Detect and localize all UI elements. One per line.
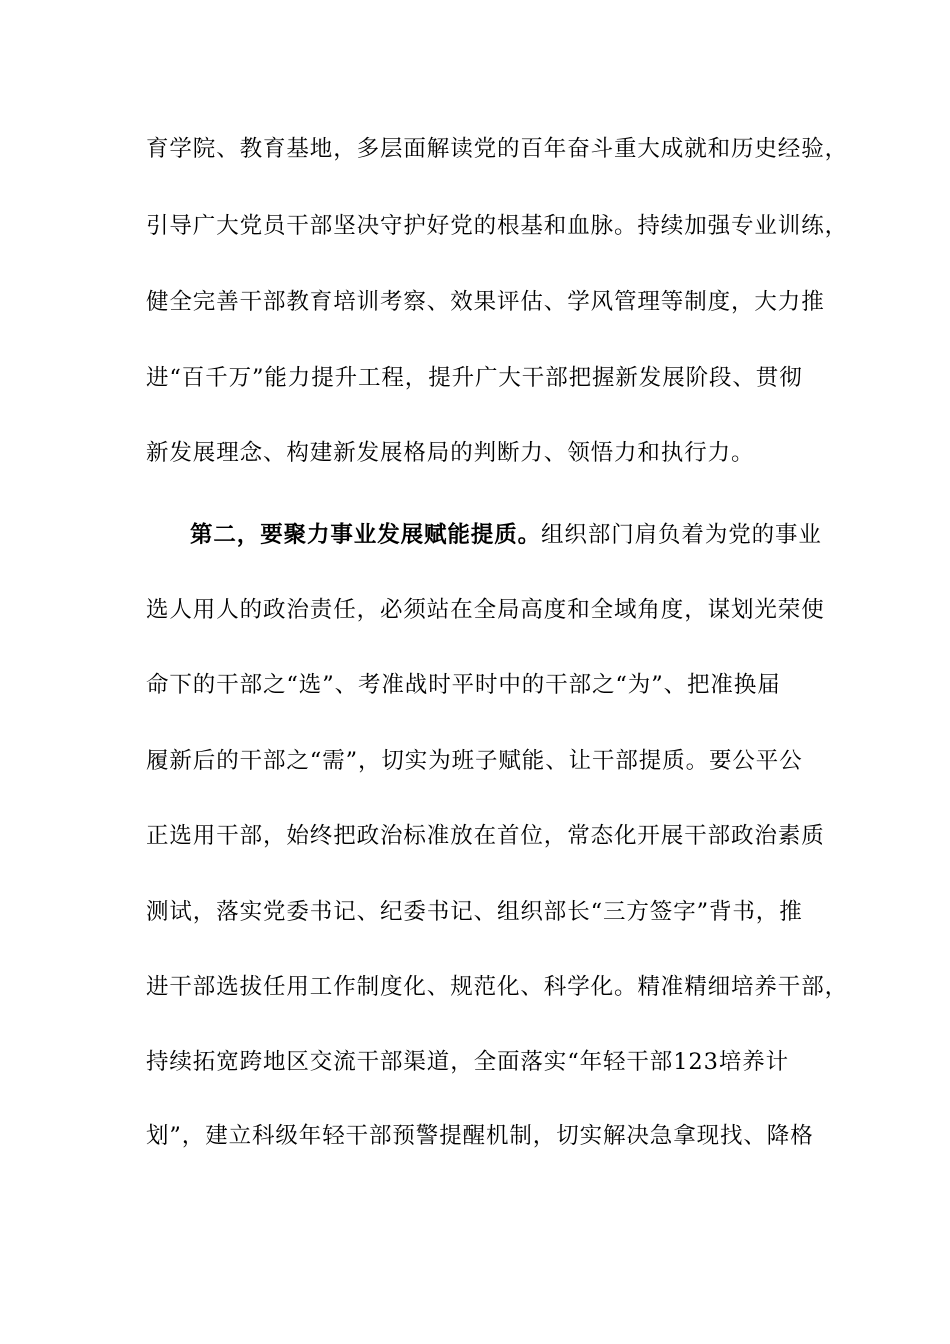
paragraph-heading: 第二，要聚力事业发展赋能提质。	[190, 522, 542, 548]
text-line: 履新后的干部之“需”，切实为班子赋能、让干部提质。要公平公	[146, 748, 803, 774]
text-line: 进干部选拔任用工作制度化、规范化、科学化。精准精细培养干部，	[146, 974, 849, 1000]
text-line: 命下的干部之“选”、考准战时平时中的干部之“为”、把准换届	[146, 672, 781, 698]
text-line: 育学院、教育基地，多层面解读党的百年奋斗重大成就和历史经验，	[146, 136, 849, 162]
text-line: 健全完善干部教育培训考察、效果评估、学风管理等制度，大力推	[146, 289, 825, 315]
text-line: 正选用干部，始终把政治标准放在首位，常态化开展干部政治素质	[146, 823, 825, 849]
text-line: 新发展理念、构建新发展格局的判断力、领悟力和执行力。	[146, 440, 755, 466]
text-line: 划”，建立科级年轻干部预警提醒机制，切实解决急拿现找、降格	[146, 1123, 814, 1149]
text-line: 选人用人的政治责任，必须站在全局高度和全域角度，谋划光荣使	[146, 597, 825, 623]
paragraph-text: 组织部门肩负着为党的事业	[541, 522, 822, 548]
text-line: 测试，落实党委书记、纪委书记、组织部长“三方签字”背书，推	[146, 899, 803, 925]
text-line: 进“百千万”能力提升工程，提升广大干部把握新发展阶段、贯彻	[146, 365, 803, 391]
text-line: 引导广大党员干部坚决守护好党的根基和血脉。持续加强专业训练，	[146, 213, 849, 239]
paragraph-first-line	[190, 515, 822, 555]
text-line: 持续拓宽跨地区交流干部渠道，全面落实“年轻干部123培养计	[146, 1049, 790, 1075]
